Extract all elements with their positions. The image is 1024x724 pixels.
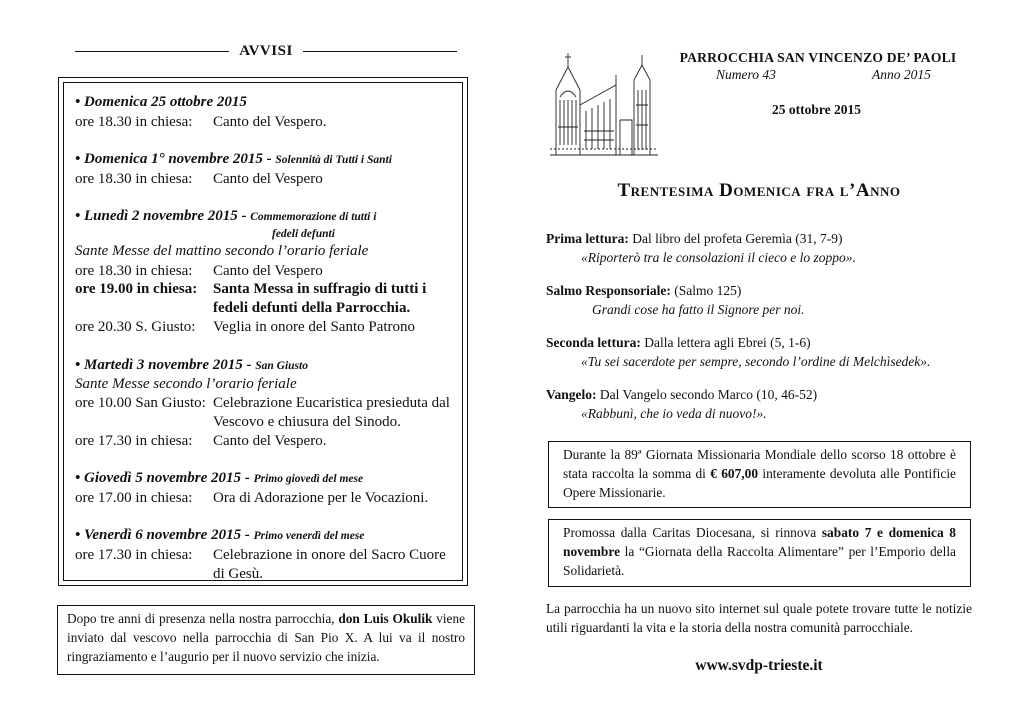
mission-amount: € 607,00 — [710, 466, 759, 481]
header-rule-right — [303, 51, 457, 52]
schedule-text: Canto del Vespero. — [213, 114, 327, 130]
item-date-text: • Domenica 1° novembre 2015 - — [75, 151, 272, 167]
schedule-time: ore 17.30 in chiesa: — [75, 433, 193, 449]
reading-source: Dalla lettera agli Ebrei (5, 1-6) — [644, 335, 811, 350]
item-note: San Giusto — [255, 360, 308, 372]
item-date-text: • Lunedì 2 novembre 2015 - — [75, 208, 247, 224]
avvisi-item-line — [75, 262, 323, 281]
schedule-time: ore 17.00 in chiesa: — [75, 490, 193, 506]
item-note: Primo venerdì del mese — [253, 530, 365, 542]
farewell-text: viene inviato dal vescovo nella parrocchia di San Pio X. A lui va il nostro ringraziamento e l’augurio per il nuovo servizio che inizia. — [67, 611, 466, 664]
schedule-text: Santa Messa in suffragio di tutti i — [213, 281, 427, 297]
farewell-note — [57, 605, 475, 675]
avvisi-header — [75, 41, 457, 61]
caritas-text: Promossa dalla Caritas Diocesana, si rinnova — [563, 525, 817, 540]
farewell-text: Dopo tre anni di presenza nella nostra parrocchia, — [67, 611, 335, 626]
sunday-title: Trentesima Domenica fra l’Anno — [617, 180, 901, 201]
schedule-time: ore 19.00 in chiesa: — [75, 281, 198, 297]
schedule-text: Canto del Vespero — [213, 171, 323, 187]
schedule-text: Celebrazione Eucaristica presieduta dal — [213, 395, 450, 411]
schedule-text: Canto del Vespero. — [213, 433, 327, 449]
avvisi-item-line — [75, 280, 426, 299]
avvisi-item-date — [75, 469, 363, 489]
item-note: fedeli defunti — [272, 228, 335, 240]
issue-number: Numero 43 — [716, 67, 776, 82]
reading-source: Dal Vangelo secondo Marco (10, 46-52) — [599, 387, 818, 402]
avvisi-item-line — [75, 113, 326, 132]
mission-text: interamente devoluta alle Pontificie Opere Missionarie. — [563, 466, 956, 500]
mission-text: Durante la 89ª Giornata Missionaria Mondiale dello scorso 18 ottobre è stata raccolta la somma di — [563, 447, 956, 481]
avvisi-item-date — [75, 526, 364, 546]
avvisi-item-date: • Domenica 25 ottobre 2015 — [75, 94, 247, 110]
avvisi-item-sub: Sante Messe del mattino secondo l’orario feriale — [75, 243, 369, 259]
schedule-text: Ora di Adorazione per le Vocazioni. — [213, 490, 429, 506]
reading-gospel — [546, 385, 817, 423]
avvisi-item-sub: Sante Messe secondo l’orario feriale — [75, 376, 297, 392]
reading-quote: «Rabbunì, che io veda di nuovo!». — [581, 406, 767, 421]
schedule-time: ore 10.00 San Giusto: — [75, 395, 206, 411]
reading-quote: «Riporterò tra le consolazioni il cieco e lo zoppo». — [581, 250, 856, 265]
avvisi-item-line — [75, 546, 446, 565]
avvisi-item-date — [75, 356, 308, 376]
avvisi-item-note-cont — [272, 224, 335, 244]
issue-year: Anno 2015 — [872, 67, 931, 82]
reading-quote: Grandi cose ha fatto il Signore per noi. — [592, 302, 805, 317]
schedule-time: ore 17.30 in chiesa: — [75, 547, 193, 563]
caritas-dates: sabato 7 e domenica 8 novembre — [563, 525, 956, 559]
header-rule-left — [75, 51, 229, 52]
schedule-time: ore 18.30 in chiesa: — [75, 263, 193, 279]
avvisi-item-line — [75, 432, 326, 451]
reading-psalm — [546, 281, 805, 319]
avvisi-item-line — [75, 170, 323, 189]
item-note: Solennità di Tutti i Santi — [275, 154, 392, 166]
item-note: Commemorazione di tutti i — [250, 211, 377, 223]
issue-date: 25 ottobre 2015 — [772, 102, 861, 117]
reading-source: (Salmo 125) — [674, 283, 742, 298]
schedule-text-cont: di Gesù. — [213, 566, 263, 582]
priest-name: don Luis Okulik — [338, 611, 433, 626]
reading-label: Prima lettura: — [546, 231, 629, 246]
schedule-time: ore 18.30 in chiesa: — [75, 171, 193, 187]
parish-name: PARROCCHIA SAN VINCENZO DE’ PAOLI — [679, 50, 957, 65]
caritas-box — [548, 519, 971, 587]
reading-label: Seconda lettura: — [546, 335, 641, 350]
reading-label: Salmo Responsoriale: — [546, 283, 671, 298]
reading-source: Dal libro del profeta Geremìa (31, 7-9) — [632, 231, 843, 246]
schedule-time: ore 18.30 in chiesa: — [75, 114, 193, 130]
avvisi-item-date — [75, 150, 392, 170]
avvisi-title: AVVISI — [239, 42, 293, 59]
schedule-text: Veglia in onore del Santo Patrono — [213, 319, 416, 335]
reading-second — [546, 333, 930, 371]
item-note: Primo giovedì del mese — [253, 473, 364, 485]
schedule-text-cont: Vescovo e chiusura del Sinodo. — [213, 414, 401, 430]
schedule-text: Canto del Vespero — [213, 263, 323, 279]
item-date-text: • Venerdì 6 novembre 2015 - — [75, 527, 250, 543]
avvisi-item-line — [75, 394, 450, 413]
item-date-text: • Giovedì 5 novembre 2015 - — [75, 470, 250, 486]
reading-first — [546, 229, 856, 267]
caritas-text: la “Giornata della Raccolta Alimentare” per l’Emporio della Solidarietà. — [563, 544, 956, 578]
avvisi-item-line — [75, 489, 428, 508]
church-drawing-icon — [546, 45, 664, 160]
website-announcement: La parrocchia ha un nuovo sito internet sul quale potete trovare tutte le notizie utili riguardanti la vita e la storia della nostra comunità parrocchiale. — [546, 601, 972, 635]
reading-label: Vangelo: — [546, 387, 597, 402]
item-date-text: • Martedì 3 novembre 2015 - — [75, 357, 252, 373]
avvisi-item-line — [75, 318, 415, 337]
schedule-text-cont: fedeli defunti della Parrocchia. — [213, 300, 411, 316]
reading-quote: «Tu sei sacerdote per sempre, secondo l’ordine di Melchìsedek». — [581, 354, 931, 369]
schedule-text: Celebrazione in onore del Sacro Cuore — [213, 547, 446, 563]
schedule-time: ore 20.30 S. Giusto: — [75, 319, 196, 335]
website-link[interactable]: www.svdp-trieste.it — [695, 657, 823, 674]
mission-box — [548, 441, 971, 508]
